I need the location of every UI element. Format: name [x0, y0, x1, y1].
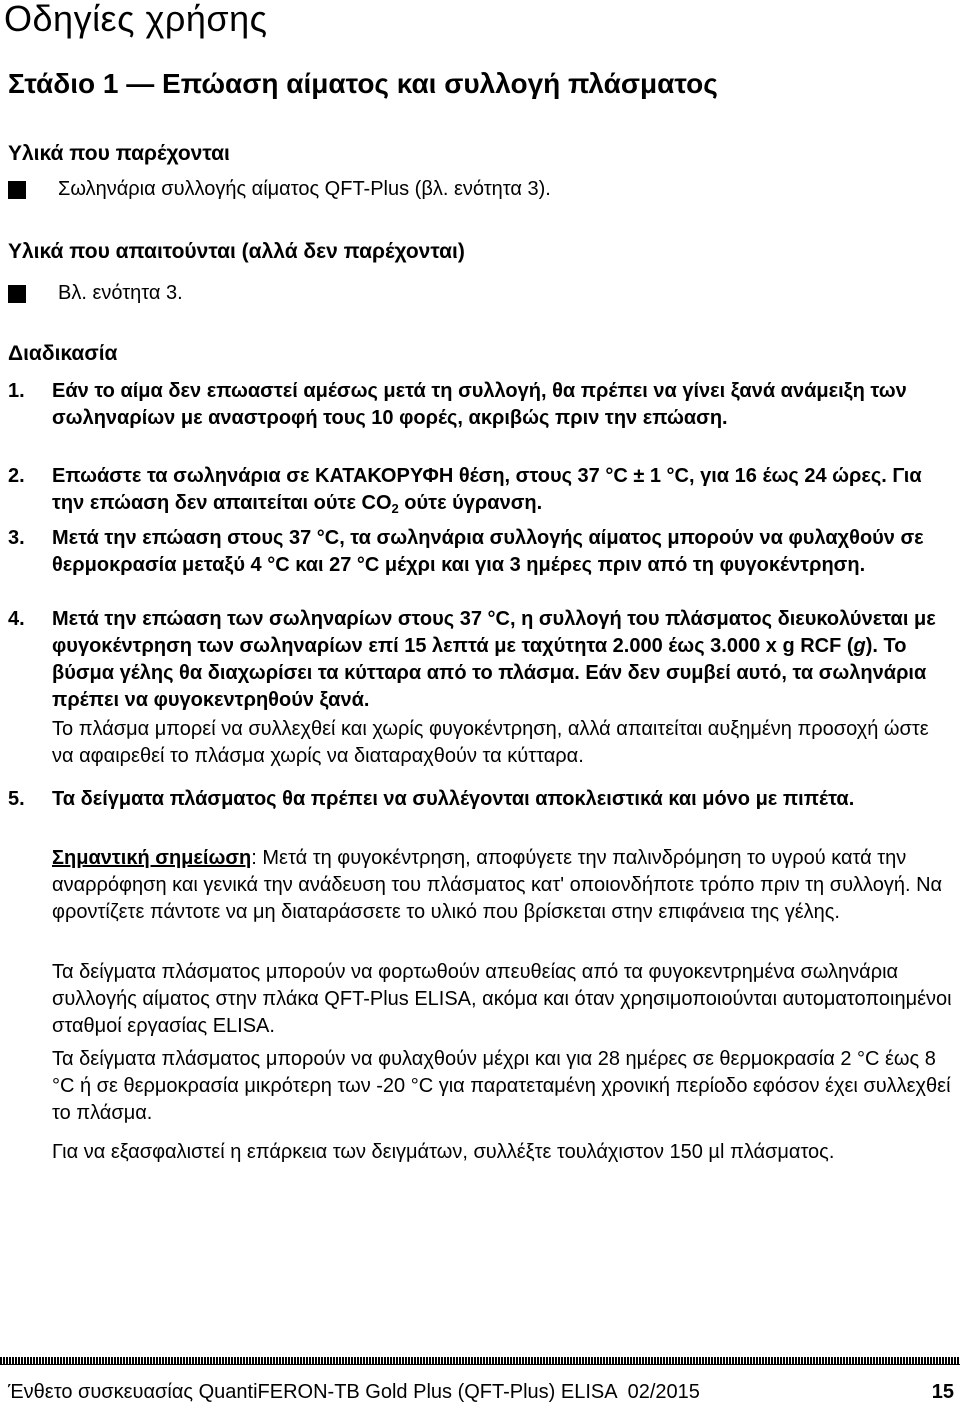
footer-text: Ένθετο συσκευασίας QuantiFERON-TB Gold Plus (QFT-Plus) ELISA 02/2015: [8, 1381, 700, 1403]
stage-title: Στάδιο 1 — Επώαση αίματος και συλλογή πλάσματος: [8, 68, 718, 99]
step-5: [8, 786, 948, 813]
step-number: 1.: [8, 380, 25, 402]
step-text: Μετά την επώαση των σωληναρίων στους 37 °C, η συλλογή του πλάσματος διευκολύνεται με φυγοκέντρηση των σωληναρίων επί 15 λεπτά με ταχύτητα 2.000 έως 3.000 x g RCF (g). Το βύσμα γέλης θα διαχωρίσει τα κύτταρα από το πλάσμα. Εάν δεν συμβεί αυτό, τα σωληνάρια πρέπει να φυγοκεντρηθούν ξανά.: [52, 608, 936, 711]
step-3: [8, 525, 948, 579]
important-label: Σημαντική σημείωση: [52, 847, 252, 869]
procedure-heading: Διαδικασία: [8, 342, 118, 365]
note-volume: Για να εξασφαλιστεί η επάρκεια των δειγμάτων, συλλέξτε τουλάχιστον 150 µl πλάσματος.: [52, 1141, 835, 1163]
note-plate-loading: Τα δείγματα πλάσματος μπορούν να φορτωθούν απευθείας από τα φυγοκεντρημένα σωληνάρια συλλογής αίματος στην πλάκα QFT-Plus ELISA, ακόμα και όταν χρησιμοποιούνται αυτοματοποιημένοι σταθμοί εργασίας ELISA.: [52, 961, 952, 1037]
step-number: 2.: [8, 465, 25, 487]
step-1: [8, 378, 948, 432]
step-number: 3.: [8, 527, 25, 549]
bullet-square-icon: [8, 285, 26, 303]
footer-divider-line: [0, 1364, 960, 1365]
provided-item-text: Σωληνάρια συλλογής αίματος QFT-Plus (βλ. ενότητα 3).: [58, 178, 551, 200]
footer-divider: [0, 1357, 960, 1364]
step-text: Μετά την επώαση στους 37 °C, τα σωληνάρια συλλογής αίματος μπορούν να φυλαχθούν σε θερμοκρασία μεταξύ 4 °C και 27 °C μέχρι και για 3 ημέρες πριν από τη φυγοκέντρηση.: [52, 527, 924, 576]
required-item: [8, 282, 183, 305]
note-storage: Τα δείγματα πλάσματος μπορούν να φυλαχθούν μέχρι και για 28 ημέρες σε θερμοκρασία 2 °C έως 8 °C ή σε θερμοκρασία μικρότερη των -20 °C για παρατεταμένη χρονική περίοδο εφόσον έχει συλλεχθεί το πλάσμα.: [52, 1048, 951, 1124]
required-item-text: Βλ. ενότητα 3.: [58, 282, 183, 304]
required-heading: Υλικά που απαιτούνται (αλλά δεν παρέχονται): [8, 240, 465, 263]
bullet-square-icon: [8, 181, 26, 199]
step-text: Τα δείγματα πλάσματος θα πρέπει να συλλέγονται αποκλειστικά και μόνο με πιπέτα.: [52, 788, 855, 810]
page-number: 15: [931, 1381, 954, 1403]
step-text: Εάν το αίμα δεν επωαστεί αμέσως μετά τη συλλογή, θα πρέπει να γίνει ξανά ανάμειξη των σωληναρίων με αναστροφή τους 10 φορές, ακριβώς πριν την επώαση.: [52, 380, 907, 429]
step-number: 5.: [8, 788, 25, 810]
important-note: [52, 845, 952, 926]
step-text: Επωάστε τα σωληνάρια σε ΚΑΤΑΚΟΡΥΦΗ θέση, στους 37 °C ± 1 °C, για 16 έως 24 ώρες. Για την επώαση δεν απαιτείται ούτε $CO_2$ ούτε ύγρανση.: [52, 465, 922, 516]
page-title: Οδηγίες χρήσης: [4, 0, 268, 39]
provided-item: [8, 178, 551, 201]
step-4: [8, 606, 948, 714]
step-number: 4.: [8, 608, 25, 630]
step-4-note: Το πλάσμα μπορεί να συλλεχθεί και χωρίς φυγοκέντρηση, αλλά απαιτείται αυξημένη προσοχή ώστε να αφαιρεθεί το πλάσμα χωρίς να διαταραχθούν τα κύτταρα.: [52, 718, 929, 767]
step-2: [8, 463, 948, 522]
important-text: : Μετά τη φυγοκέντρηση, αποφύγετε την παλινδρόμηση το υγρού κατά την αναρρόφηση και γενικά την ανάδευση του πλάσματος κατ' οποιονδήποτε τρόπο πριν τη συλλογή. Να φροντίζετε πάντοτε να μη διαταράσσετε το υλικό που βρίσκεται στην επιφάνεια της γέλης.: [52, 847, 943, 923]
provided-heading: Υλικά που παρέχονται: [8, 142, 230, 165]
